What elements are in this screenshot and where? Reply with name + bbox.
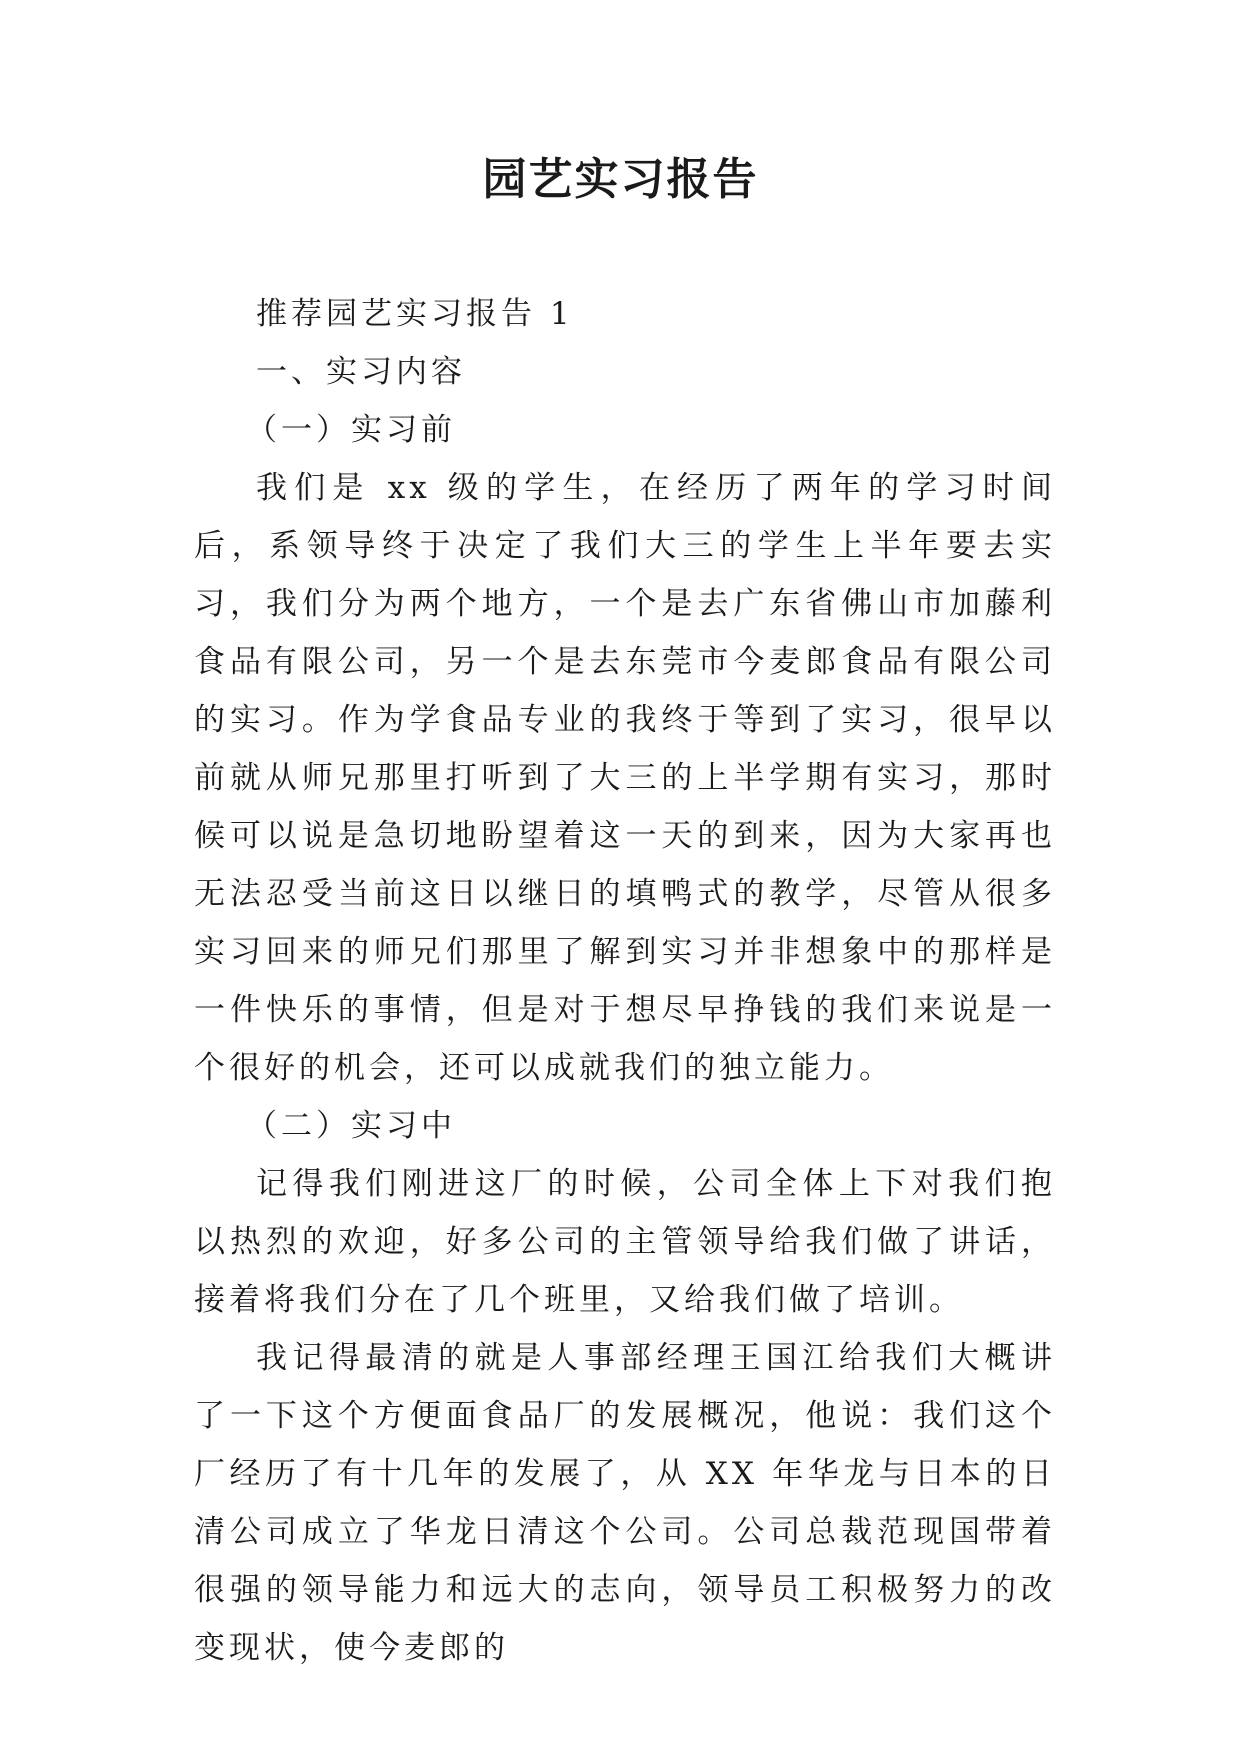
document-body <box>194 285 1056 1677</box>
body-paragraph: 我记得最清的就是人事部经理王国江给我们大概讲了一下这个方便面食品厂的发展概况，他说：我们这个厂经历了有十几年的发展了，从 XX 年华龙与日本的日清公司成立了华龙日清这个公司。公司总裁范现国带着很强的领导能力和远大的志向，领导员工积极努力的改变现状，使今麦郎的 <box>194 1340 1056 1666</box>
subsection-heading: （一）实习前 <box>246 412 456 448</box>
subsection-heading: （二）实习中 <box>246 1108 456 1144</box>
body-paragraph: 记得我们刚进这厂的时候，公司全体上下对我们抱以热烈的欢迎，好多公司的主管领导给我们做了讲话，接着将我们分在了几个班里，又给我们做了培训。 <box>194 1166 1056 1318</box>
body-paragraph: 我们是 xx 级的学生，在经历了两年的学习时间后，系领导终于决定了我们大三的学生上半年要去实习，我们分为两个地方，一个是去广东省佛山市加藤利食品有限公司，另一个是去东莞市今麦郎食品有限公司的实习。作为学食品专业的我终于等到了实习，很早以前就从师兄那里打听到了大三的上半学期有实习，那时候可以说是急切地盼望着这一天的到来，因为大家再也无法忍受当前这日以继日的填鸭式的教学，尽管从很多实习回来的师兄们那里了解到实习并非想象中的那样是一件快乐的事情，但是对于想尽早挣钱的我们来说是一个很好的机会，还可以成就我们的独立能力。 <box>194 470 1056 1086</box>
section-heading: 一、实习内容 <box>256 354 466 390</box>
report-subtitle: 推荐园艺实习报告 1 <box>256 296 574 332</box>
document-title: 园艺实习报告 <box>482 154 759 205</box>
